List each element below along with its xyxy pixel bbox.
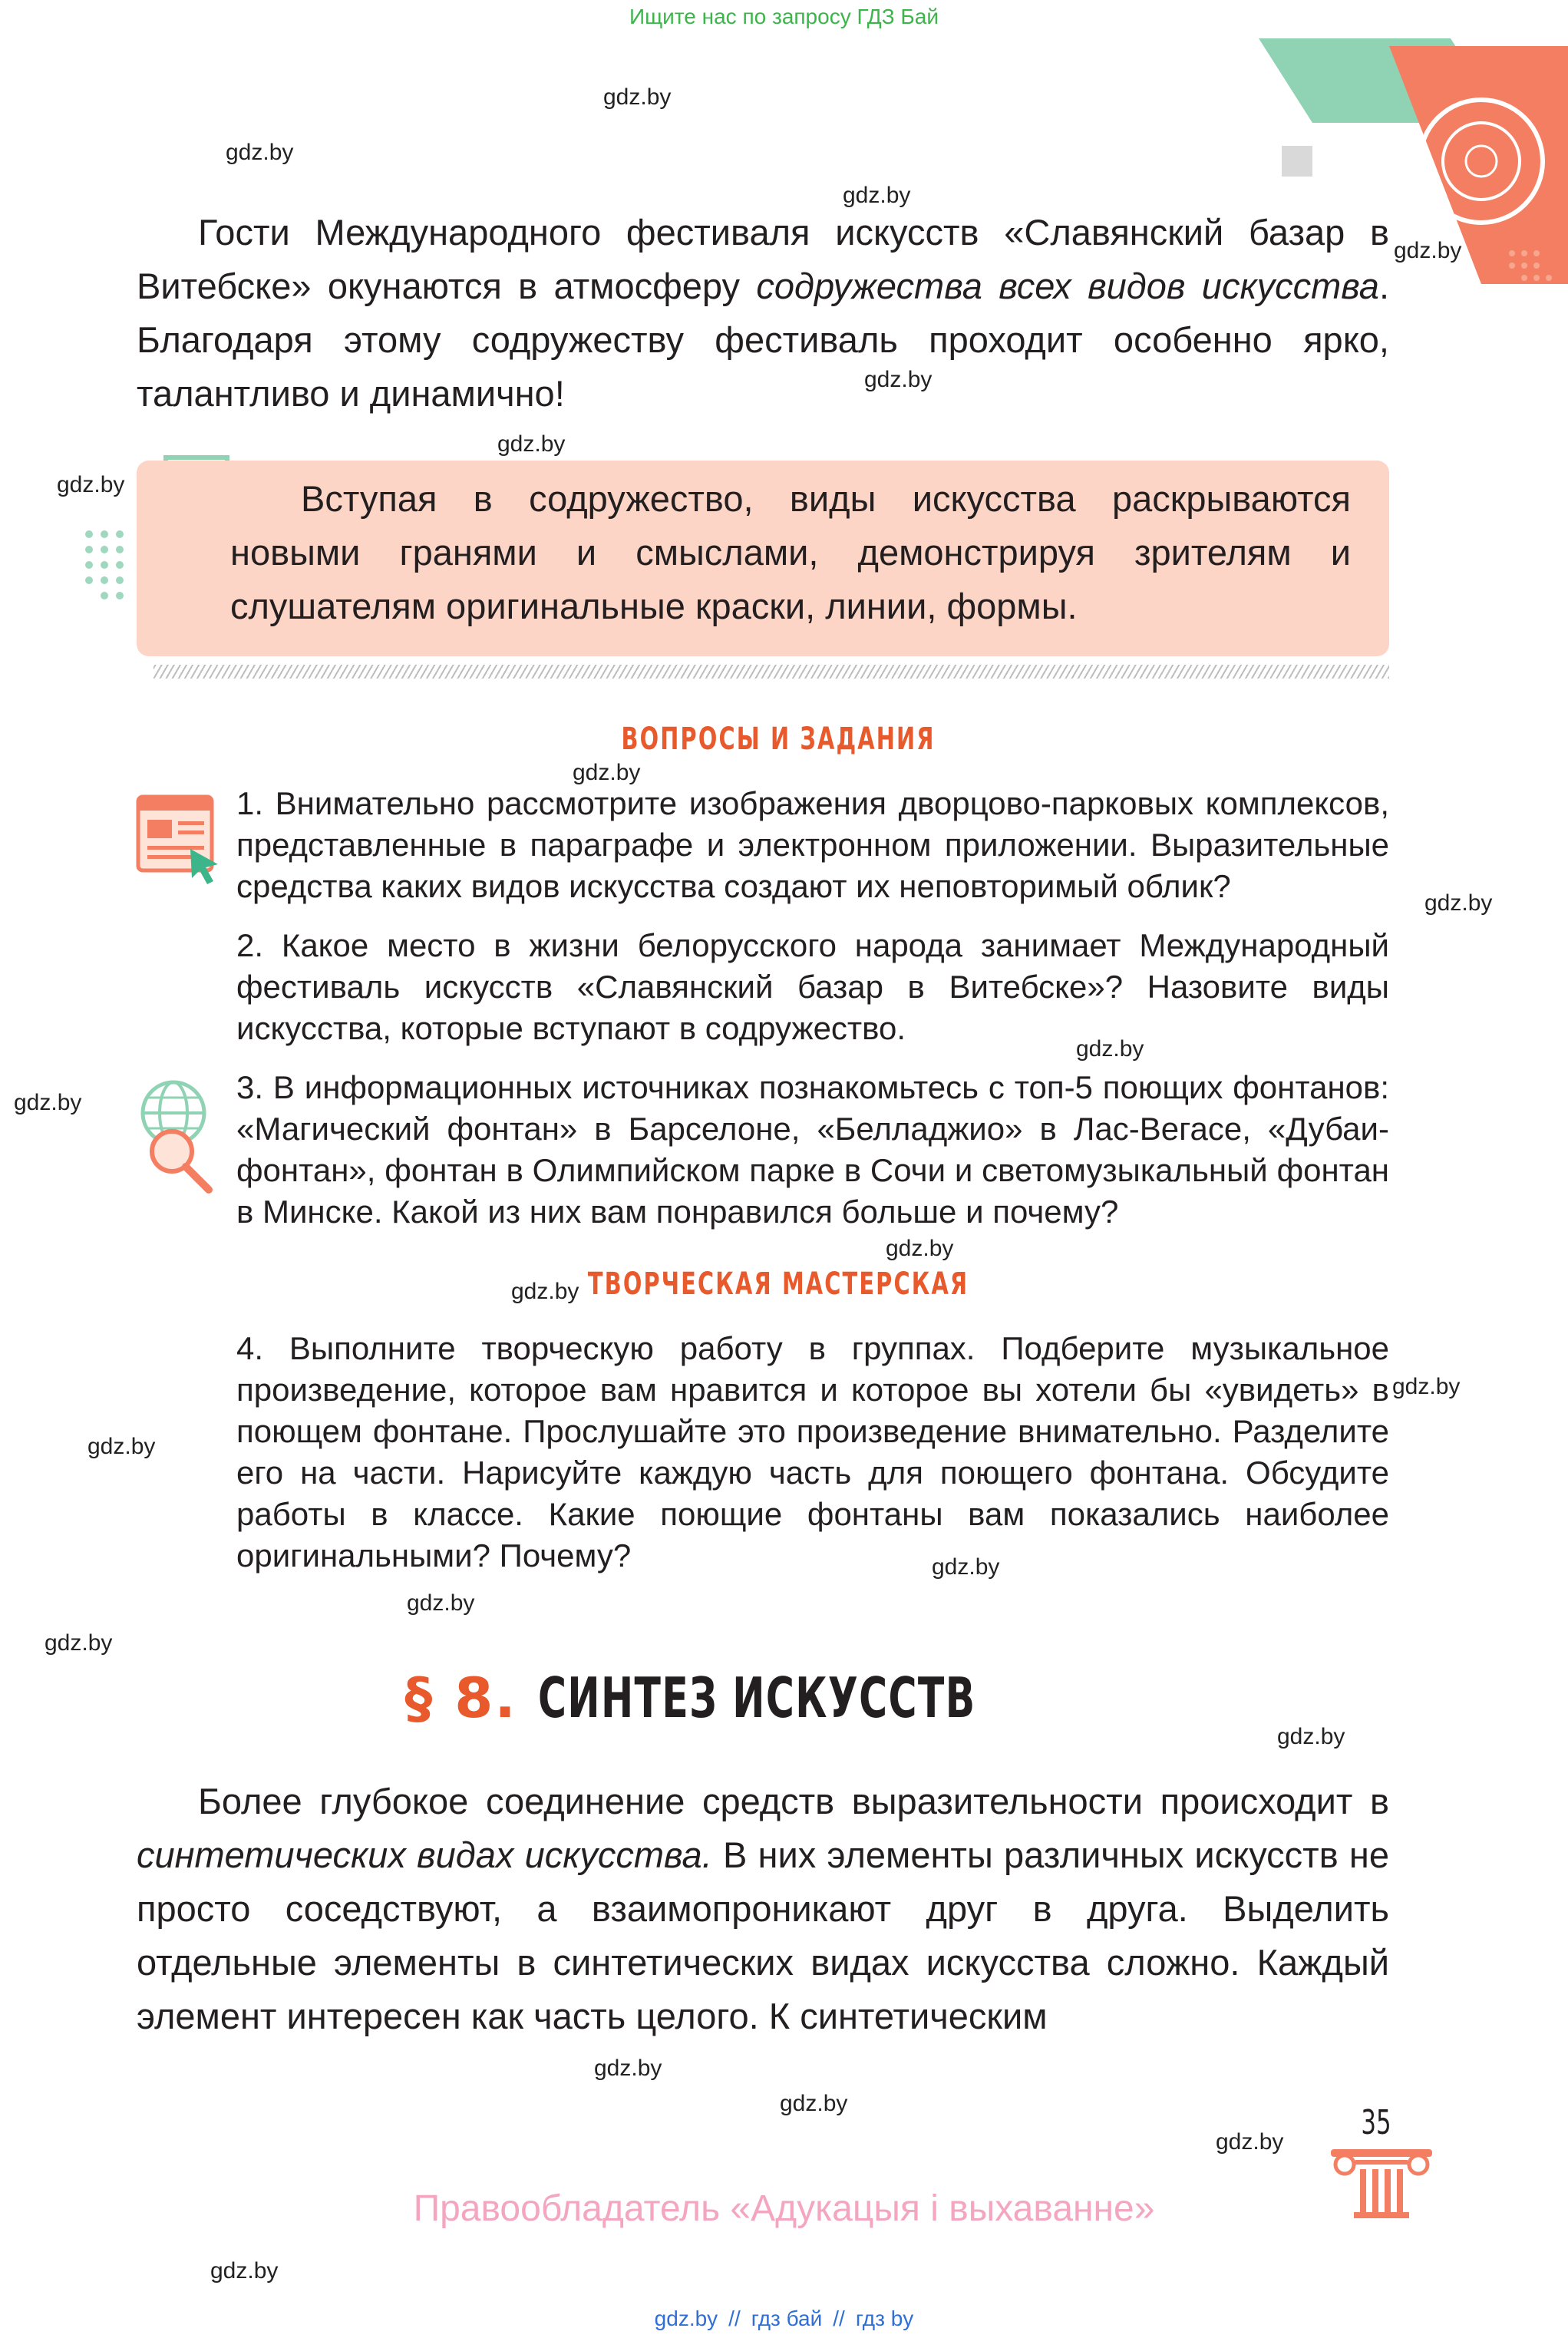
- watermark: gdz.by: [573, 760, 641, 785]
- watermark: gdz.by: [1394, 238, 1462, 263]
- watermark: gdz.by: [1392, 1374, 1461, 1399]
- rights-holder: Правообладатель «Адукацыя і выхаванне»: [413, 2188, 1155, 2229]
- bottom-links: gdz.by // гдз бай // гдз by: [654, 2307, 914, 2330]
- question-1: 1. Внимательно рассмотрите изображения дворцово-парковых комплексов, представленные в параграфе и электронном приложении. Выразительные средства каких видов искусства создают их неповторимый облик?: [236, 785, 1389, 904]
- paragraph-number: § 8.: [404, 1666, 517, 1730]
- paragraph-heading: СИНТЕЗ ИСКУССТВ: [537, 1666, 976, 1730]
- top-banner[interactable]: Ищите нас по запросу ГДЗ Бай: [629, 5, 939, 28]
- watermark: gdz.by: [843, 183, 911, 208]
- callout-text: Вступая в содружество, виды искусства раскрываются новыми гранями и смыслами, демонстрируя зрителям и слушателям оригинальные краски, линии, формы.: [230, 478, 1351, 626]
- watermark: gdz.by: [1424, 890, 1493, 916]
- watermark: gdz.by: [57, 472, 125, 497]
- question-2: 2. Какое место в жизни белорусского народа занимает Международный фестиваль искусств «Славянский базар в Витебске»? Назовите виды искусства, которые вступают в содружество.: [236, 927, 1389, 1046]
- question-3: 3. В информационных источниках познакомьтесь с топ-5 поющих фонтанов: «Магический фонтан» в Барселоне, «Белладжио» в Лас-Вегасе, «Дубаи-фонтан», фонтан в Олимпийском парке в Сочи и светомузыкальный фонтан в Минске. Какой из них вам понравился больше и почему?: [236, 1069, 1389, 1230]
- watermark: gdz.by: [594, 2056, 662, 2081]
- watermark: gdz.by: [603, 84, 672, 110]
- synthesis-paragraph: Более глубокое соединение средств выразительности происходит в синтетических видах искусства. В них элементы различных искусств не просто соседствуют, а взаимопроникают друг в друга. Выделить отдельные элементы в синтетических видах искусства сложно. Каждый элемент интересен как часть целого. К синтетическим: [137, 1781, 1389, 2036]
- watermark: gdz.by: [226, 140, 294, 165]
- watermark: gdz.by: [780, 2091, 848, 2116]
- web-page-icon: [135, 794, 221, 886]
- link-gdz-by[interactable]: gdz.by: [654, 2307, 718, 2330]
- watermark: gdz.by: [87, 1434, 156, 1459]
- paragraph-title: [0, 1666, 1568, 1730]
- globe-search-icon: [135, 1075, 221, 1228]
- watermark: gdz.by: [886, 1236, 954, 1261]
- watermark: gdz.by: [511, 1279, 579, 1304]
- watermark: gdz.by: [407, 1590, 475, 1616]
- watermark: gdz.by: [932, 1554, 1000, 1580]
- questions-heading: ВОПРОСЫ И ЗАДАНИЯ: [621, 722, 936, 757]
- watermark: gdz.by: [45, 1630, 113, 1656]
- watermark: gdz.by: [1216, 2129, 1284, 2155]
- watermark: gdz.by: [497, 431, 566, 457]
- watermark: gdz.by: [1076, 1036, 1144, 1062]
- page-number: 35: [1361, 2103, 1391, 2142]
- watermark: gdz.by: [1277, 1724, 1345, 1749]
- link-gdz-by-2[interactable]: гдз by: [855, 2307, 914, 2330]
- watermark: gdz.by: [14, 1090, 82, 1115]
- watermark: gdz.by: [864, 367, 933, 392]
- workshop-heading: ТВОРЧЕСКАЯ МАСТЕРСКАЯ: [587, 1266, 969, 1302]
- watermark: gdz.by: [210, 2258, 279, 2284]
- workshop-task: 4. Выполните творческую работу в группах. Подберите музыкальное произведение, которое вам нравится и которое вы хотели бы «увидеть» в поющем фонтане. Прослушайте это произведение внимательно. Разделите его на части. Нарисуйте каждую часть для поющего фонтана. Обсудите работы в классе. Какие поющие фонтаны вам показались наиболее оригинальными? Почему?: [236, 1330, 1389, 1574]
- intro-paragraph: Гости Международного фестиваля искусств «Славянский базар в Витебске» окунаются в атмосферу содружества всех видов искусства. Благодаря этому содружеству фестиваль проходит особенно ярко, талантливо и динамично!: [137, 212, 1389, 414]
- link-gdz-bai[interactable]: гдз бай: [751, 2307, 823, 2330]
- divider: [153, 665, 1389, 679]
